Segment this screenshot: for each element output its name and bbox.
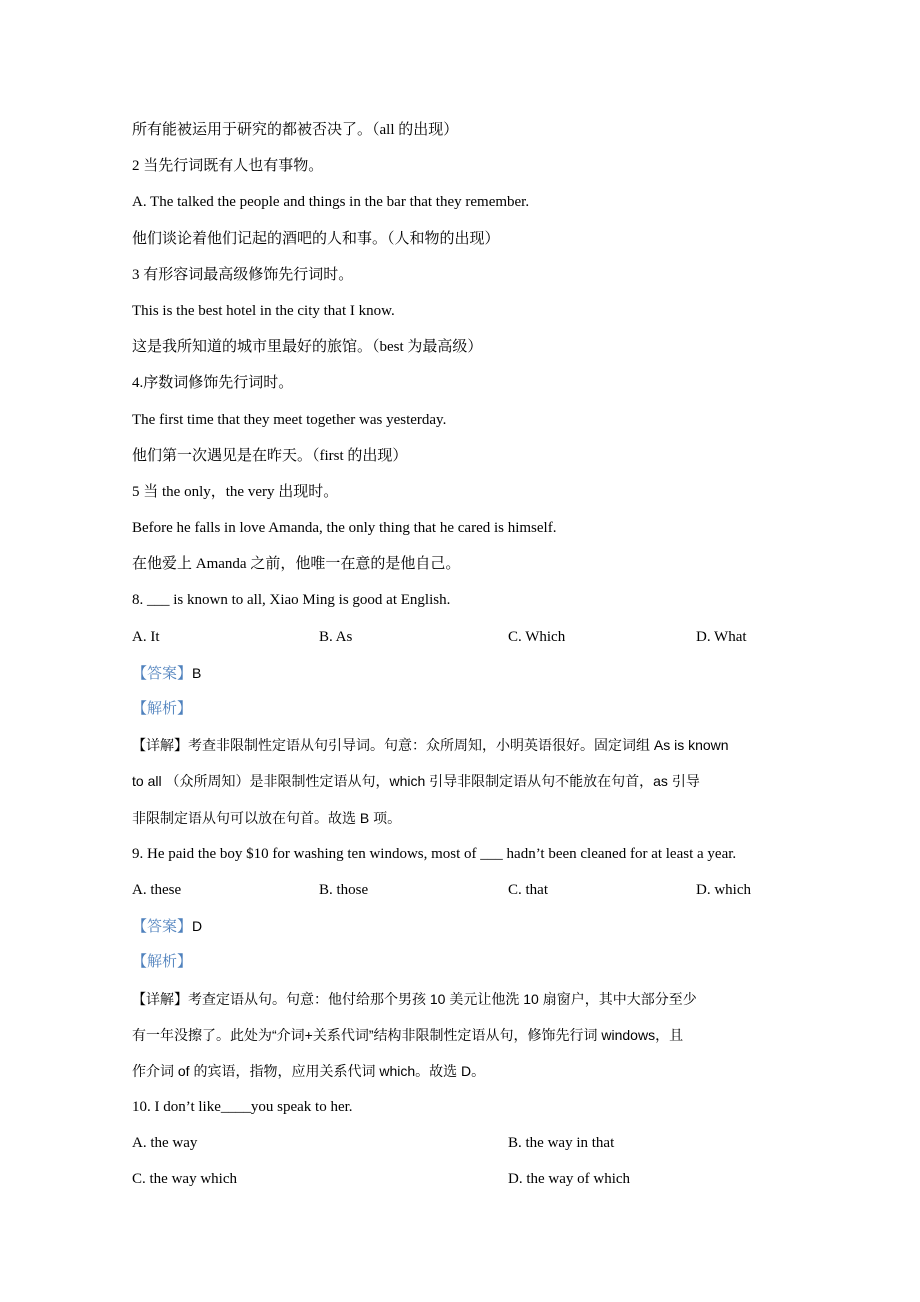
text-line: A. The talked the people and things in the bar that they remember. xyxy=(132,194,530,211)
text-line: 4.序数词修饰先行词时。 xyxy=(132,375,294,392)
text-line: The first time that they meet together was yesterday. xyxy=(132,411,447,428)
text-line: 在他爱上 Amanda 之前，他唯一在意的是他自己。 xyxy=(132,556,461,573)
text-line: 所有能被运用于研究的都被否决了。（all 的出现） xyxy=(132,122,459,138)
option-a: A. these xyxy=(132,881,182,898)
option-a: A. the way xyxy=(132,1135,198,1152)
detail-line: 【详解】考查定语从句。句意：他付给那个男孩 10 美元让他洗 10 扇窗户，其中大部分至少 xyxy=(132,990,697,1007)
question-9: 9. He paid the boy $10 for washing ten windows, most of ___ hadn’t been cleaned for at least a year. xyxy=(132,845,737,862)
text-line: 5 当 the only，the very 出现时。 xyxy=(132,483,339,500)
answer-label: 【答案】 xyxy=(132,665,193,682)
detail-line: 非限制定语从句可以放在句首。故选 B 项。 xyxy=(132,809,402,826)
text-line: 他们谈论着他们记起的酒吧的人和事。（人和物的出现） xyxy=(132,230,500,247)
text-line: 2 当先行词既有人也有事物。 xyxy=(132,158,324,175)
question-10-options-row2 xyxy=(132,1161,792,1197)
answer-value: B xyxy=(192,664,202,681)
detail-line: 作介词 of 的宾语，指物，应用关系代词 which。故选 D。 xyxy=(132,1062,486,1079)
detail-line: 【详解】考查非限制性定语从句引导词。句意：众所周知，小明英语很好。固定词组 As is known xyxy=(132,737,729,754)
option-b: B. As xyxy=(319,628,353,645)
option-d: D. the way of which xyxy=(508,1171,631,1188)
option-b: B. those xyxy=(319,881,369,898)
text-line: 3 有形容词最高级修饰先行词时。 xyxy=(132,266,354,283)
detail-line: 有一年没擦了。此处为“介词+关系代词”结构非限制性定语从句，修饰先行词 windows，且 xyxy=(132,1026,684,1043)
question-9-options xyxy=(132,872,792,908)
option-c: C. the way which xyxy=(132,1171,237,1188)
answer-line xyxy=(132,908,792,944)
option-a: A. It xyxy=(132,628,160,645)
option-c: C. Which xyxy=(508,628,566,645)
option-c: C. that xyxy=(508,881,548,898)
option-d: D. What xyxy=(696,628,747,645)
question-8-options xyxy=(132,619,792,655)
answer-value: D xyxy=(192,918,203,935)
analysis-label: 【解析】 xyxy=(132,954,193,971)
analysis-label: 【解析】 xyxy=(132,701,193,717)
text-line: Before he falls in love Amanda, the only thing that he cared is himself. xyxy=(132,520,557,537)
detail-line: to all （众所周知）是非限制性定语从句，which 引导非限制定语从句不能放在句首，as 引导 xyxy=(132,773,700,790)
answer-line xyxy=(132,655,792,691)
option-b: B. the way in that xyxy=(508,1135,615,1152)
question-10: 10. I don’t like____you speak to her. xyxy=(132,1099,353,1116)
question-10-options-row1 xyxy=(132,1125,792,1161)
answer-label: 【答案】 xyxy=(132,919,193,936)
question-8: 8. ___ is known to all, Xiao Ming is good at English. xyxy=(132,592,451,609)
text-line: 这是我所知道的城市里最好的旅馆。（best 为最高级） xyxy=(132,339,483,356)
option-d: D. which xyxy=(696,881,751,898)
document-page xyxy=(132,112,792,1198)
text-line: This is the best hotel in the city that I know. xyxy=(132,302,395,319)
text-line: 他们第一次遇见是在昨天。（first 的出现） xyxy=(132,447,408,464)
